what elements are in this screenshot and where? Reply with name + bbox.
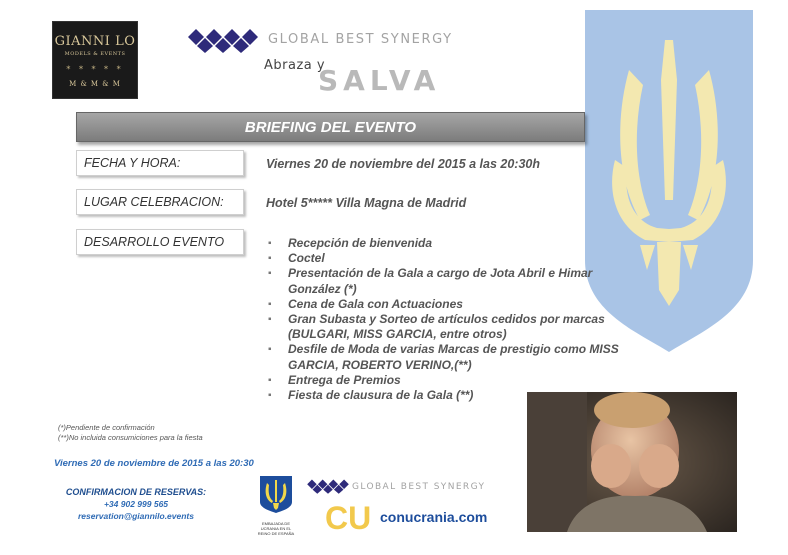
logo-stars: * * * * * [66,65,124,74]
briefing-header [76,112,585,142]
program-item: ▪ Entrega de Premios [266,373,636,388]
org-title: GLOBAL BEST SYNERGY [268,32,453,47]
gianni-lo-logo [52,21,138,99]
gbs-diamond-logo-icon [186,27,260,53]
briefing-title: BRIEFING DEL EVENTO [244,118,417,136]
reservation-email[interactable]: reservation@giannilo.events [78,511,194,521]
conucrania-logo-icon [325,500,377,534]
cu-c-letter: CU [325,500,372,534]
conucrania-link[interactable]: conucrania.com [380,509,488,525]
footnotes [58,423,203,443]
trident-shield-icon [256,474,296,514]
reservation-phone: +34 902 999 565 [103,499,169,509]
gbs-diamond-small-icon [306,478,350,494]
embassy-logo [256,474,296,536]
program-label: DESARROLLO EVENTO [84,235,225,249]
logo-tagline: MODELS & EVENTS [64,51,126,57]
program-item: ▪ Fiesta de clausura de la Gala (**) [266,388,636,403]
footnote-2: (**)No incluida consumiciones para la fiesta [58,433,203,442]
program-list [266,236,636,403]
program-item: ▪ Cena de Gala con Actuaciones [266,297,636,312]
crying-child-photo [527,392,737,532]
footer-date: Viernes 20 de noviembre de 2015 a las 20:30 [54,458,254,469]
program-item: ▪ Presentación de la Gala a cargo de Jota Abril e Himar González (*) [266,266,636,296]
program-item: ▪ Gran Subasta y Sorteo de artículos cedidos por marcas (BULGARI, MISS GARCIA, entre otros) [266,312,636,342]
program-item: ▪ Recepción de bienvenida [266,236,636,251]
footer-org-title: GLOBAL BEST SYNERGY [352,482,486,492]
logo-monogram: M & M & M [69,80,121,88]
slogan-abraza: Abraza y [264,58,326,73]
slogan-salva: SALVA [318,64,441,97]
embassy-text: EMBAJADA DE UCRANIA EN EL REINO DE ESPAÑA [257,521,295,536]
venue-value: Hotel 5***** Villa Magna de Madrid [266,196,467,210]
logo-name: GIANNI LO [54,34,136,49]
date-label-box [76,150,244,176]
program-item: ▪ Desfile de Moda de varias Marcas de prestigio como MISS GARCIA, ROBERTO VERINO,(**) [266,342,636,372]
footnote-1: (*)Pendiente de confirmación [58,423,155,432]
program-item: ▪ Coctel [266,251,636,266]
program-label-box [76,229,244,255]
date-label: FECHA Y HORA: [84,156,181,170]
venue-label-box [76,189,244,215]
reservation-title: CONFIRMACION DE RESERVAS: [65,487,207,497]
venue-label: LUGAR CELEBRACION: [84,195,224,209]
date-value: Viernes 20 de noviembre del 2015 a las 20:30h [266,157,540,171]
reservation-block [56,486,216,522]
